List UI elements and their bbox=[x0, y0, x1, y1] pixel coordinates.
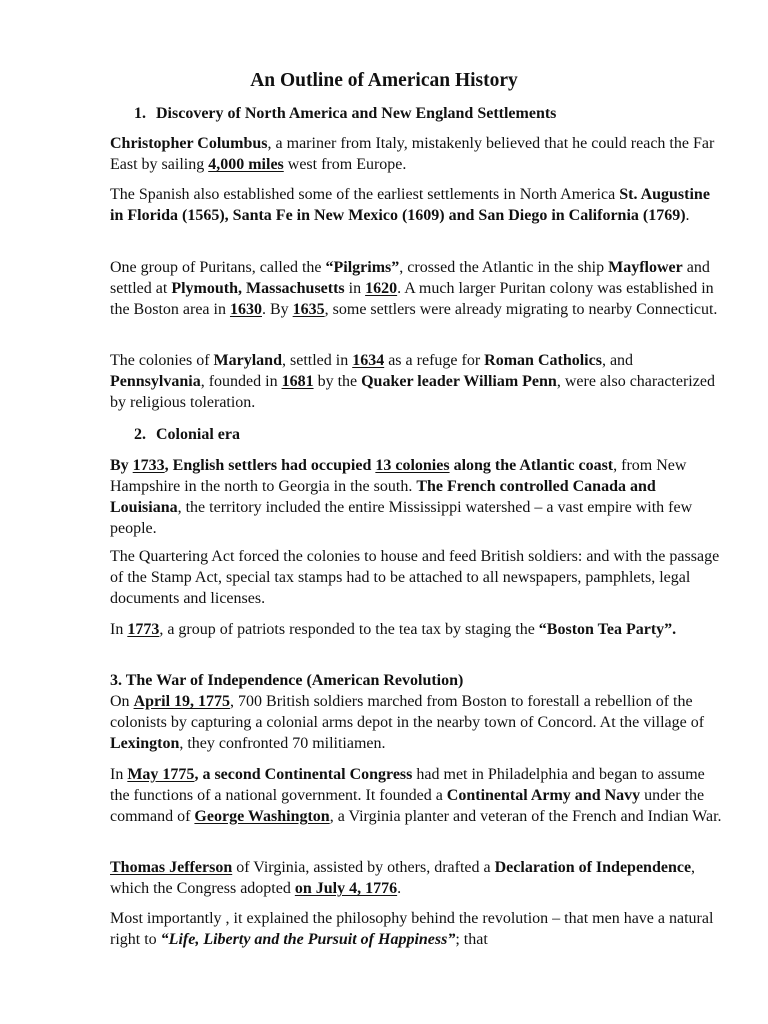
paragraph-maryland-pennsylvania bbox=[110, 350, 722, 413]
underlined-text: 1635 bbox=[292, 301, 325, 318]
text-run: by the bbox=[313, 373, 362, 390]
bold-text: Christopher Columbus bbox=[110, 135, 268, 152]
text-run: The colonies of bbox=[110, 352, 214, 369]
bold-text: By bbox=[110, 457, 133, 474]
paragraph-philosophy bbox=[110, 908, 722, 950]
text-run: In bbox=[110, 621, 128, 638]
bold-text: Lexington bbox=[110, 735, 180, 752]
paragraph-lexington bbox=[110, 691, 722, 754]
text-run: and settled at bbox=[110, 259, 710, 297]
section-heading-text: Discovery of North America and New England Settlements bbox=[156, 105, 557, 122]
text-run: , and bbox=[601, 352, 634, 369]
text-run: Most importantly , it explained the philosophy behind the revolution – that men have a natural right to bbox=[110, 910, 714, 948]
text-run: . By bbox=[261, 301, 293, 318]
bold-text: , a second Continental Congress bbox=[194, 766, 413, 783]
paragraph-quartering-act bbox=[110, 546, 722, 609]
text-run: , founded in bbox=[200, 373, 282, 390]
paragraph-declaration bbox=[110, 857, 722, 899]
text-run: , they confronted 70 militiamen. bbox=[179, 735, 386, 752]
text-run: , a Virginia planter and veteran of the French and Indian War. bbox=[329, 808, 722, 825]
bold-text: “Pilgrims” bbox=[325, 259, 400, 276]
underlined-text: 1773 bbox=[127, 621, 160, 638]
document-title: An Outline of American History bbox=[250, 70, 518, 91]
text-run: , from New Hampshire in the north to Georgia in the south. bbox=[110, 457, 687, 495]
text-run: had met in Philadelphia and began to assume the functions of a national government. It founded a bbox=[110, 766, 705, 804]
text-run: In bbox=[110, 766, 128, 783]
text-run: , a group of patriots responded to the tea tax by staging the bbox=[159, 621, 539, 638]
text-run: , 700 British soldiers marched from Boston to forestall a rebellion of the colonists by capturing a colonial arms depot in the nearby town of Concord. At the village of bbox=[110, 693, 705, 731]
text-run: in bbox=[344, 280, 366, 297]
bold-text: Continental Army and Navy bbox=[446, 787, 641, 804]
text-run: west from Europe. bbox=[283, 156, 407, 173]
text-run: . bbox=[397, 880, 402, 897]
text-run: On bbox=[110, 693, 134, 710]
underlined-text: 1733 bbox=[132, 457, 165, 474]
text-run: , settled in bbox=[281, 352, 353, 369]
bold-text: Roman Catholics bbox=[484, 352, 602, 369]
bold-text: Maryland bbox=[213, 352, 282, 369]
underlined-text: 1630 bbox=[229, 301, 262, 318]
paragraph-spanish-settlements bbox=[110, 184, 722, 226]
bold-text: The French controlled Canada and Louisiana bbox=[110, 478, 656, 516]
bold-text: along the Atlantic coast bbox=[449, 457, 614, 474]
underlined-text: 1634 bbox=[352, 352, 385, 369]
bold-text: Pennsylvania bbox=[110, 373, 201, 390]
bold-text: Declaration of Independence bbox=[494, 859, 692, 876]
text-run: The Quartering Act forced the colonies to house and feed British soldiers: and with the passage of the Stamp Act, special tax stamps had to be attached to all newspapers, pamphlets, legal documents and licenses. bbox=[110, 548, 720, 607]
bold-text: Quaker leader William Penn bbox=[361, 373, 557, 390]
bold-text: St. Augustine in Florida (1565), Santa Fe in New Mexico (1609) and San Diego in California (1769) bbox=[110, 186, 710, 224]
bold-text: Plymouth, Massachusetts bbox=[171, 280, 345, 297]
section-heading-war-of-independence: 3. The War of Independence (American Revolution) bbox=[110, 672, 464, 689]
text-run: , the territory included the entire Mississippi watershed – a vast empire with few people. bbox=[110, 499, 693, 537]
text-run: , were also characterized by religious toleration. bbox=[110, 373, 715, 411]
underlined-text: 4,000 miles bbox=[208, 156, 284, 173]
text-run: of Virginia, assisted by others, drafted a bbox=[232, 859, 495, 876]
bold-text: , English settlers had occupied bbox=[164, 457, 376, 474]
underlined-text: 1681 bbox=[281, 373, 314, 390]
text-run: . A much larger Puritan colony was established in the Boston area in bbox=[110, 280, 714, 318]
text-run: under the command of bbox=[110, 787, 705, 825]
section-number: 2. bbox=[134, 426, 146, 443]
text-run: , which the Congress adopted bbox=[110, 859, 696, 897]
paragraph-continental-congress bbox=[110, 764, 722, 827]
text-run: The Spanish also established some of the earliest settlements in North America bbox=[110, 186, 620, 203]
section-heading-discovery bbox=[134, 103, 556, 124]
bold-text: “Life, Liberty and the Pursuit of Happiness” bbox=[160, 931, 456, 948]
text-run: as a refuge for bbox=[384, 352, 485, 369]
section-heading-text: Colonial era bbox=[156, 426, 240, 443]
underlined-text: George Washington bbox=[194, 808, 330, 825]
underlined-text: on July 4, 1776 bbox=[294, 880, 398, 897]
text-run: . bbox=[685, 207, 690, 224]
text-run: ; that bbox=[455, 931, 488, 948]
underlined-text: May 1775 bbox=[127, 766, 195, 783]
paragraph-pilgrims bbox=[110, 257, 722, 320]
section-number: 1. bbox=[134, 105, 146, 122]
paragraph-thirteen-colonies bbox=[110, 455, 722, 539]
underlined-text: 1620 bbox=[365, 280, 398, 297]
paragraph-columbus bbox=[110, 133, 722, 175]
paragraph-boston-tea-party bbox=[110, 619, 722, 640]
text-run: , some settlers were already migrating to nearby Connecticut. bbox=[324, 301, 718, 318]
underlined-text: Thomas Jefferson bbox=[110, 859, 233, 876]
text-run: One group of Puritans, called the bbox=[110, 259, 326, 276]
bold-text: Mayflower bbox=[608, 259, 683, 276]
text-run: , a mariner from Italy, mistakenly believed that he could reach the Far East by sailing bbox=[110, 135, 715, 173]
underlined-text: 13 colonies bbox=[375, 457, 450, 474]
bold-text: “Boston Tea Party”. bbox=[538, 621, 677, 638]
section-heading-colonial-era bbox=[134, 424, 240, 445]
underlined-text: April 19, 1775 bbox=[133, 693, 231, 710]
text-run: , crossed the Atlantic in the ship bbox=[399, 259, 609, 276]
